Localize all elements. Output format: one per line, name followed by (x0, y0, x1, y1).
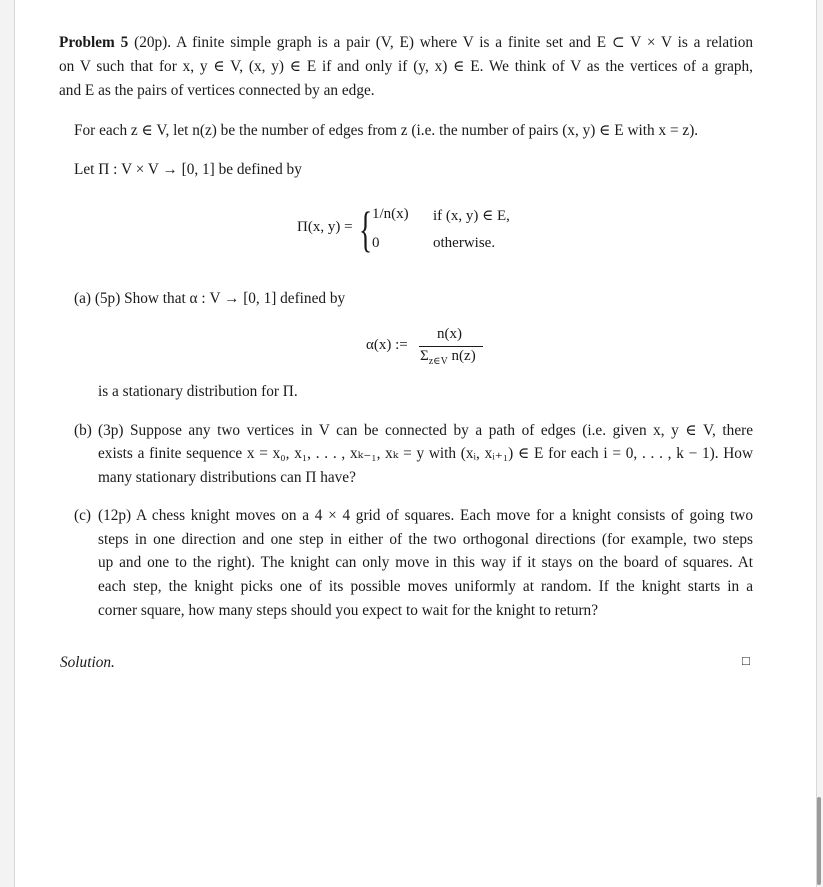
alpha-denominator (420, 348, 476, 367)
part-c-line-3: up and one to the right). The knight can only move in this way if it stays on the board of squares. At (98, 554, 753, 571)
part-b-line-3: many stationary distributions can Π have? (98, 469, 356, 486)
pi-formula-lhs: Π(x, y) = (297, 219, 353, 235)
alpha-fraction-bar (419, 346, 483, 347)
sum-symbol: Σ (420, 348, 429, 364)
pi-case1-condition: if (x, y) ∈ E, (433, 208, 510, 224)
part-c-line-1: (12p) A chess knight moves on a 4 × 4 grid of squares. Each move for a knight consists of going two (98, 507, 753, 524)
part-b-label: (b) (74, 422, 92, 439)
alpha-formula-lhs: α(x) := (366, 337, 408, 353)
alpha-numerator: n(x) (437, 326, 462, 342)
scrollbar-thumb[interactable] (817, 797, 821, 885)
pi-case2-condition: otherwise. (433, 235, 496, 251)
problem-intro-line-1 (59, 33, 753, 53)
part-a-statement (74, 289, 345, 309)
part-c-line-4: each step, the knight picks one of its possible moves uniformly at random. If the knight starts in a (98, 578, 753, 595)
pi-formula-brace: { (359, 201, 373, 257)
part-c-line-5: corner square, how many steps should you expect to wait for the knight to return? (98, 602, 598, 619)
sum-index: z∈V (428, 356, 448, 367)
pi-case2-value: 0 (372, 235, 380, 251)
problem-intro-line-3: and E as the pairs of vertices connected by an edge. (59, 82, 375, 99)
n-definition: For each z ∈ V, let n(z) be the number of edges from z (i.e. the number of pairs (x, y) ∈ E with x = z). (74, 122, 699, 139)
sum-term: n(z) (451, 348, 476, 364)
solution-label: Solution. (60, 654, 115, 671)
part-a-label: (a) (74, 290, 91, 307)
part-c-line-2: steps in one direction and one step in either of the two orthogonal directions (for example, two steps (98, 531, 753, 548)
qed-icon: □ (742, 653, 750, 668)
problem-intro-text: A finite simple graph is a pair (V, E) where V is a finite set and E ⊂ V × V is a relation (176, 34, 754, 51)
problem-intro-line-2: on V such that for x, y ∈ V, (x, y) ∈ E if and only if (y, x) ∈ E. We think of V as the vertices of a graph, (59, 58, 753, 75)
problem-points: (20p). (134, 34, 172, 51)
pi-case1-value: 1/n(x) (372, 206, 409, 222)
part-a-conclusion: is a stationary distribution for Π. (98, 383, 298, 400)
pi-intro: Let Π : V × V → [0, 1] be defined by (74, 161, 302, 178)
part-b-line-2: exists a finite sequence x = x₀, x₁, . . . , xₖ₋₁, xₖ = y with (xᵢ, xᵢ₊₁) ∈ E for each i = 0, . . . , k − 1). How (98, 445, 753, 462)
part-c-label: (c) (74, 507, 91, 524)
part-b-line-1: (3p) Suppose any two vertices in V can be connected by a path of edges (i.e. given x, y ∈ V, there (98, 422, 753, 439)
problem-heading: Problem 5 (59, 34, 129, 51)
part-a-text: (5p) Show that α : V → [0, 1] defined by (94, 290, 346, 307)
